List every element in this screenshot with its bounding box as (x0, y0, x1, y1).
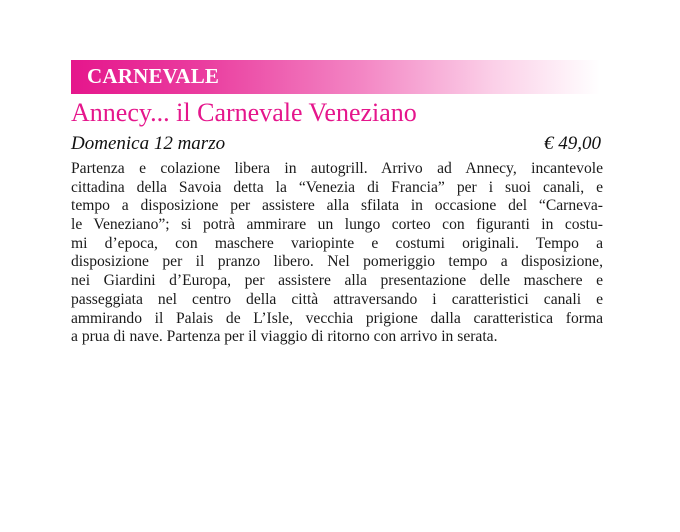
description-line: cittadina della Savoia detta la “Venezia di Francia” per i suoi canali, e (71, 178, 603, 196)
trip-title: Annecy... il Carnevale Veneziano (71, 98, 417, 127)
description-line: nei Giardini d’Europa, per assistere alla presentazione delle maschere e (71, 272, 603, 290)
description-line: a prua di nave. Partenza per il viaggio di ritorno con arrivo in serata. (71, 328, 498, 346)
trip-date: Domenica 12 marzo (71, 133, 226, 154)
trip-price: € 49,00 (544, 133, 601, 154)
description-line: disposizione per il pranzo libero. Nel pomeriggio tempo a disposizione, (71, 253, 603, 271)
description-line: tempo a disposizione per assistere alla sfilata in occasione del “Carneva- (71, 197, 603, 215)
trip-description (71, 160, 603, 347)
description-line: mi d’epoca, con maschere variopinte e costumi originali. Tempo a (71, 234, 603, 252)
category-label: CARNEVALE (87, 64, 220, 88)
description-line: Partenza e colazione libera in autogrill. Arrivo ad Annecy, incantevole (71, 160, 603, 177)
description-line: le Veneziano”; si potrà ammirare un lungo corteo con figuranti in costu- (71, 216, 603, 234)
description-line: ammirando il Palais de L’Isle, vecchia prigione dalla caratteristica forma (71, 309, 603, 327)
description-line: passeggiata nel centro della città attraversando i caratteristici canali e (71, 290, 603, 308)
category-banner (71, 60, 600, 94)
